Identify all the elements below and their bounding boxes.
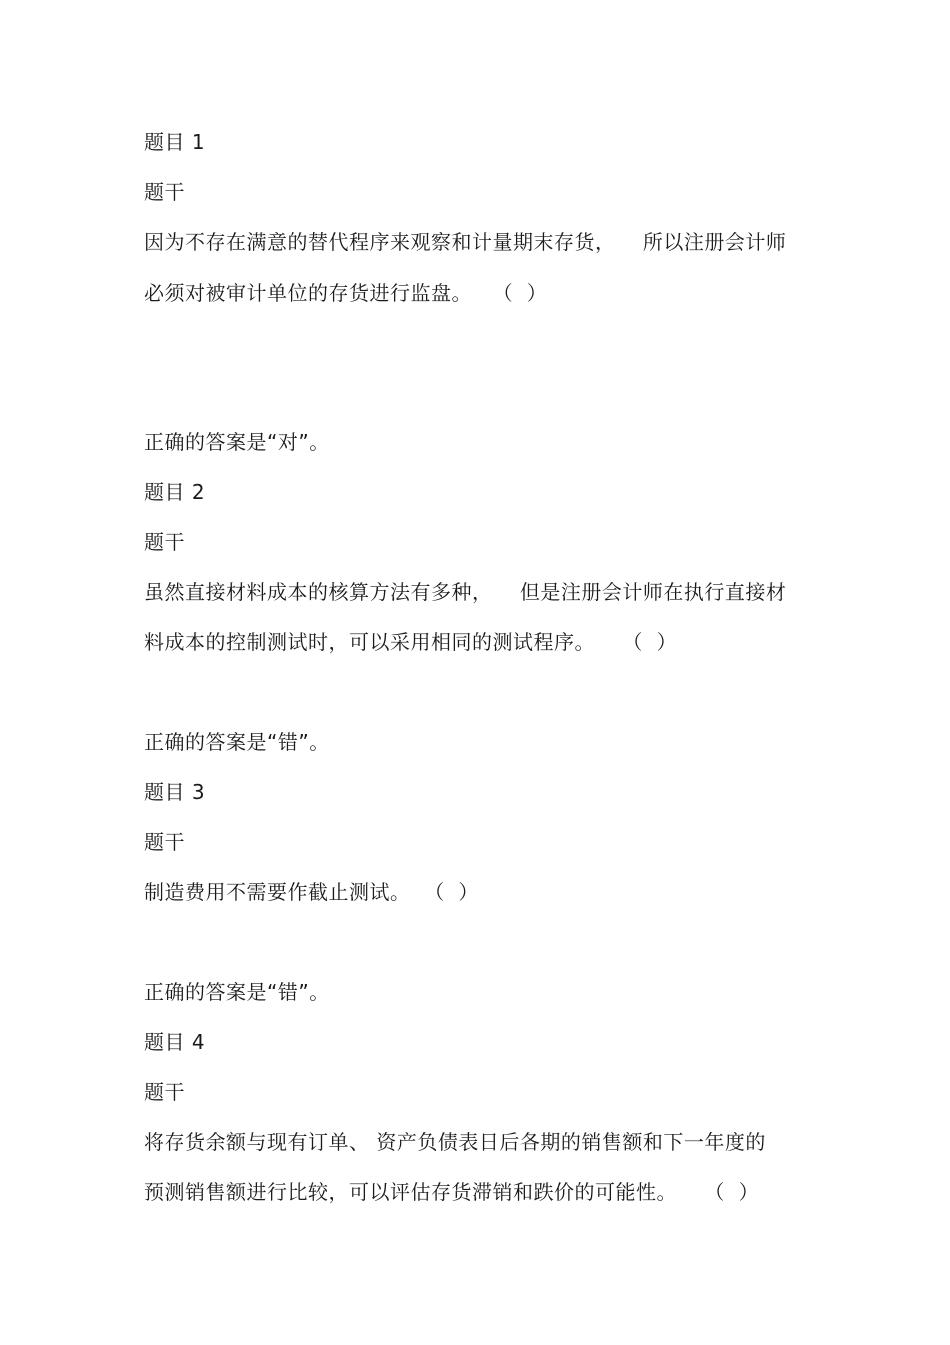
question-2-answer: 正确的答案是“错”。 xyxy=(144,730,330,754)
question-1-title: 题目 1 xyxy=(144,130,206,154)
question-4-stem-label: 题干 xyxy=(144,1080,185,1104)
question-1-answer: 正确的答案是“对”。 xyxy=(144,430,330,454)
question-4-stem-line-2: 预测销售额进行比较，可以评估存货滞销和跌价的可能性。 （ ） xyxy=(144,1180,760,1204)
question-4-stem-line-1: 将存货余额与现有订单、 资产负债表日后各期的销售额和下一年度的 xyxy=(144,1130,766,1154)
question-1-stem-label: 题干 xyxy=(144,180,185,204)
question-2-stem-line-1: 虽然直接材料成本的核算方法有多种， 但是注册会计师在执行直接材 xyxy=(144,580,787,604)
question-1-stem-line-2: 必须对被审计单位的存货进行监盘。 （ ） xyxy=(144,281,548,305)
question-3-answer: 正确的答案是“错”。 xyxy=(144,980,330,1004)
question-3-stem-line-1: 制造费用不需要作截止测试。 （ ） xyxy=(144,880,479,904)
question-2-stem-line-2: 料成本的控制测试时，可以采用相同的测试程序。 （ ） xyxy=(144,630,678,654)
question-2-stem-label: 题干 xyxy=(144,530,185,554)
question-1-stem-line-1: 因为不存在满意的替代程序来观察和计量期末存货， 所以注册会计师 xyxy=(144,230,787,254)
question-2-title: 题目 2 xyxy=(144,480,206,504)
question-3-title: 题目 3 xyxy=(144,780,206,804)
question-3-stem-label: 题干 xyxy=(144,830,185,854)
question-4-title: 题目 4 xyxy=(144,1030,206,1054)
